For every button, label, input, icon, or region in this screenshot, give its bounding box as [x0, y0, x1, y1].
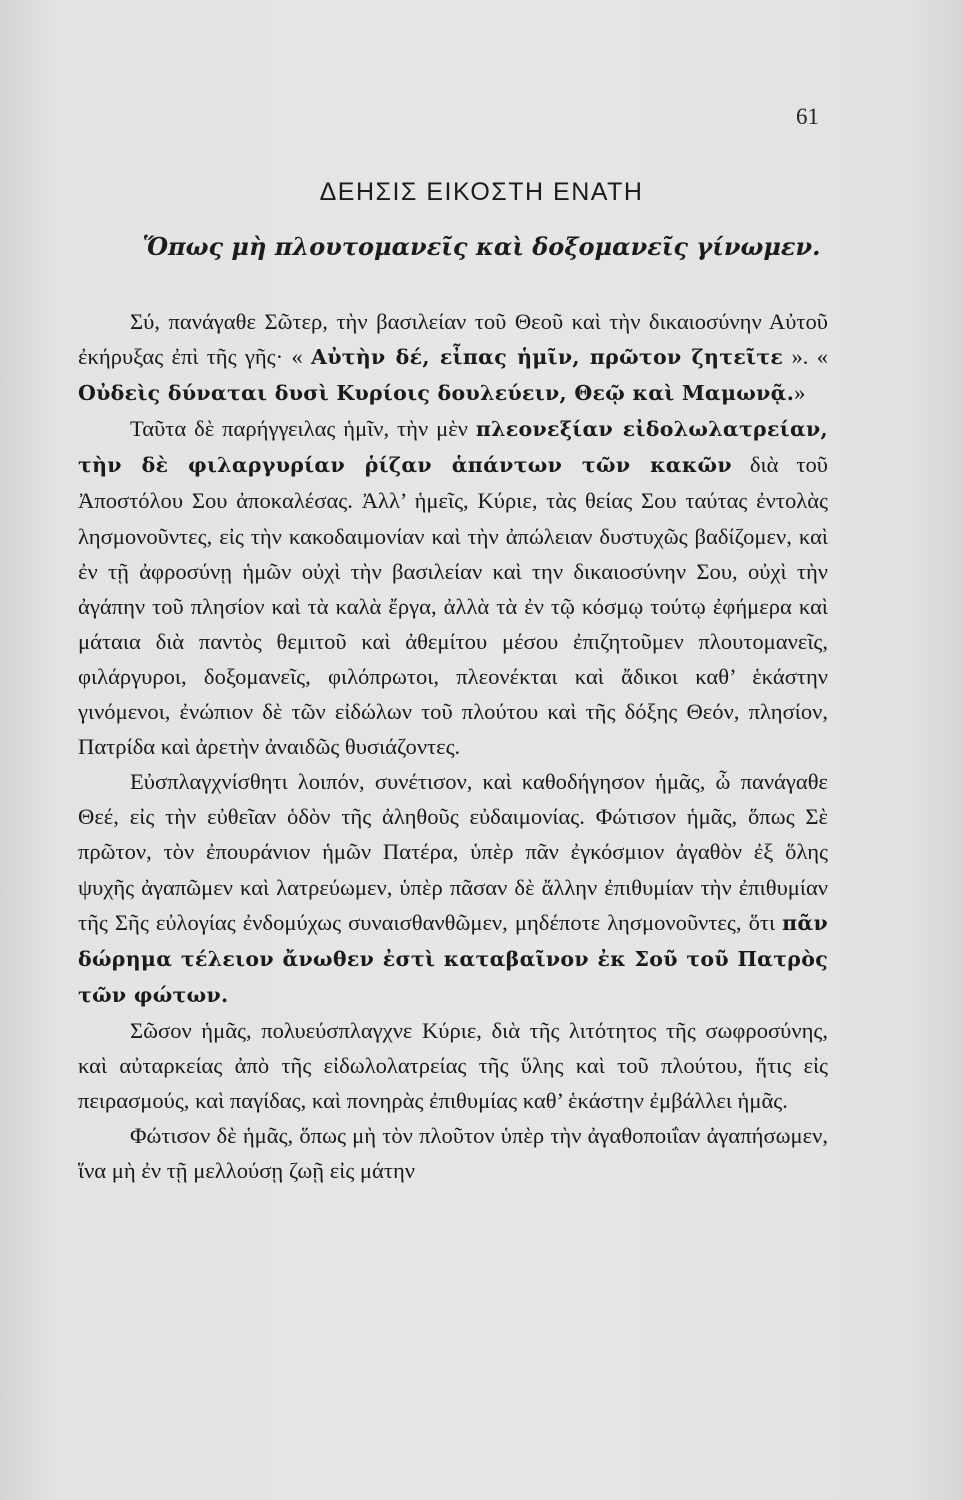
body-text	[78, 304, 828, 1188]
chapter-title: ΔΕΗΣΙΣ ΕΙΚΟΣΤΗ ΕΝΑΤΗ	[319, 178, 644, 206]
bold-quote: πλεονεξίαν εἰδολωλατρείαν,	[475, 417, 828, 442]
paragraph-3	[78, 764, 828, 1013]
text-run: Σύ, πανάγαθε Σῶτερ, τὴν βασιλείαν τοῦ Θεοῦ καὶ τὴν δικαιοσύνην Αὐτοῦ ἐκήρυξας ἐπὶ τῆς γῆς· «	[78, 309, 828, 370]
text-run: Φώτισον δὲ ἡμᾶς, ὅπως μὴ τὸν πλοῦτον ὑπὲρ τὴν ἀγαθοποιΐαν ἀγαπήσωμεν, ἵνα μὴ ἐν τῇ μελλούσῃ ζωῇ εἰς μάτην	[78, 1123, 828, 1184]
text-run: »	[794, 380, 806, 406]
bold-quote: πᾶν δώρημα τέλειον ἄνωθεν ἐστὶ καταβαῖνον ἐκ Σοῦ τοῦ Πατρὸς τῶν φώτων.	[78, 910, 828, 1007]
paragraph-5	[78, 1118, 828, 1188]
paragraph-2	[78, 411, 828, 764]
bold-quote: Αὐτὴν δέ, εἶπας ἡμῖν, πρῶτον ζητεῖτε	[311, 345, 784, 370]
text-run: Ταῦτα δὲ παρήγγειλας ἡμῖν, τὴν μὲν	[130, 416, 476, 442]
page-number: 61	[796, 104, 819, 129]
text-run: διὰ τοῦ Ἀποστόλου Σου ἀποκαλέσας. Ἀλλ’ ἡμεῖς, Κύριε, τὰς θείας Σου ταύτας ἐντολὰς λησμονοῦντες, εἰς τὴν κακοδαιμονίαν καὶ τὴν ἀπώλειαν δυστυχῶς βαδίζομεν, καὶ ἐν τῇ ἀφροσύνῃ ἡμῶν οὐχὶ τὴν βασιλείαν καὶ την δικαιοσύνην Σου, οὐχὶ τὴν ἀγάπην τοῦ πλησίον καὶ τὰ καλὰ ἔργα, ἀλλὰ τὰ ἐν τῷ κόσμῳ τούτῳ ἐφήμερα καὶ μάταια διὰ παντὸς θεμιτοῦ καὶ ἀθεμίτου μέσου ἐπιζητοῦμεν πλουτομανεῖς, φιλάργυροι, δοξομανεῖς, φιλόπρωτοι, πλεονέκται καὶ ἄδικοι καθ’ ἑκάστην γινόμενοι, ἐνώπιον δὲ τῶν εἰδώλων τοῦ πλούτου καὶ τῆς δόξης Θεόν, πλησίον, Πατρίδα καὶ ἀρετὴν ἀναιδῶς θυσιάζοντες.	[78, 452, 828, 760]
text-run: Εὐσπλαγχνίσθητι λοιπόν, συνέτισον, καὶ καθοδήγησον ἡμᾶς, ὦ πανάγαθε Θεέ, εἰς τὴν εὐθεῖαν ὁδὸν τῆς ἀληθοῦς εὐδαιμονίας. Φώτισον ἡμᾶς, ὅπως Σὲ πρῶτον, τὸν ἐπουράνιον ἡμῶν Πατέρα, ὑπὲρ πᾶν ἐγκόσμιον ἀγαθὸν ἐξ ὅλης ψυχῆς ἀγαπῶμεν καὶ λατρεύωμεν, ὑπὲρ πᾶσαν δὲ ἄλλην ἐπιθυμίαν τὴν ἐπιθυμίαν τῆς Σῆς εὐλογίας ἐνδομύχως συναισθανθῶμεν, μηδέποτε λησμονοῦντες, ὅτι	[78, 769, 828, 935]
text-run: Σῶσον ἡμᾶς, πολυεύσπλαγχνε Κύριε, διὰ τῆς λιτότητος τῆς σωφροσύνης, καὶ αὐταρκείας ἀπὸ τῆς εἰδωλολατρείας τῆς ὕλης καὶ τοῦ πλούτου, ἥτις εἰς πειρασμούς, καὶ παγίδας, καὶ πονηρὰς ἐπιθυμίας καθ’ ἑκάστην ἐμβάλλει ἡμᾶς.	[78, 1017, 828, 1114]
text-run: ». «	[783, 344, 828, 370]
paragraph-1	[78, 304, 828, 411]
chapter-subtitle: Ὅπως μὴ πλουτομανεῖς καὶ δοξομανεῖς γίνωμεν.	[142, 232, 821, 261]
paragraph-4	[78, 1013, 828, 1118]
bold-quote: Οὐδεὶς δύναται δυσὶ Κυρίοις δουλεύειν, Θεῷ καὶ Μαμωνᾷ.	[78, 381, 795, 406]
bold-quote: τὴν δὲ φιλαργυρίαν ῥίζαν ἁπάντων τῶν κακῶν	[78, 453, 732, 478]
